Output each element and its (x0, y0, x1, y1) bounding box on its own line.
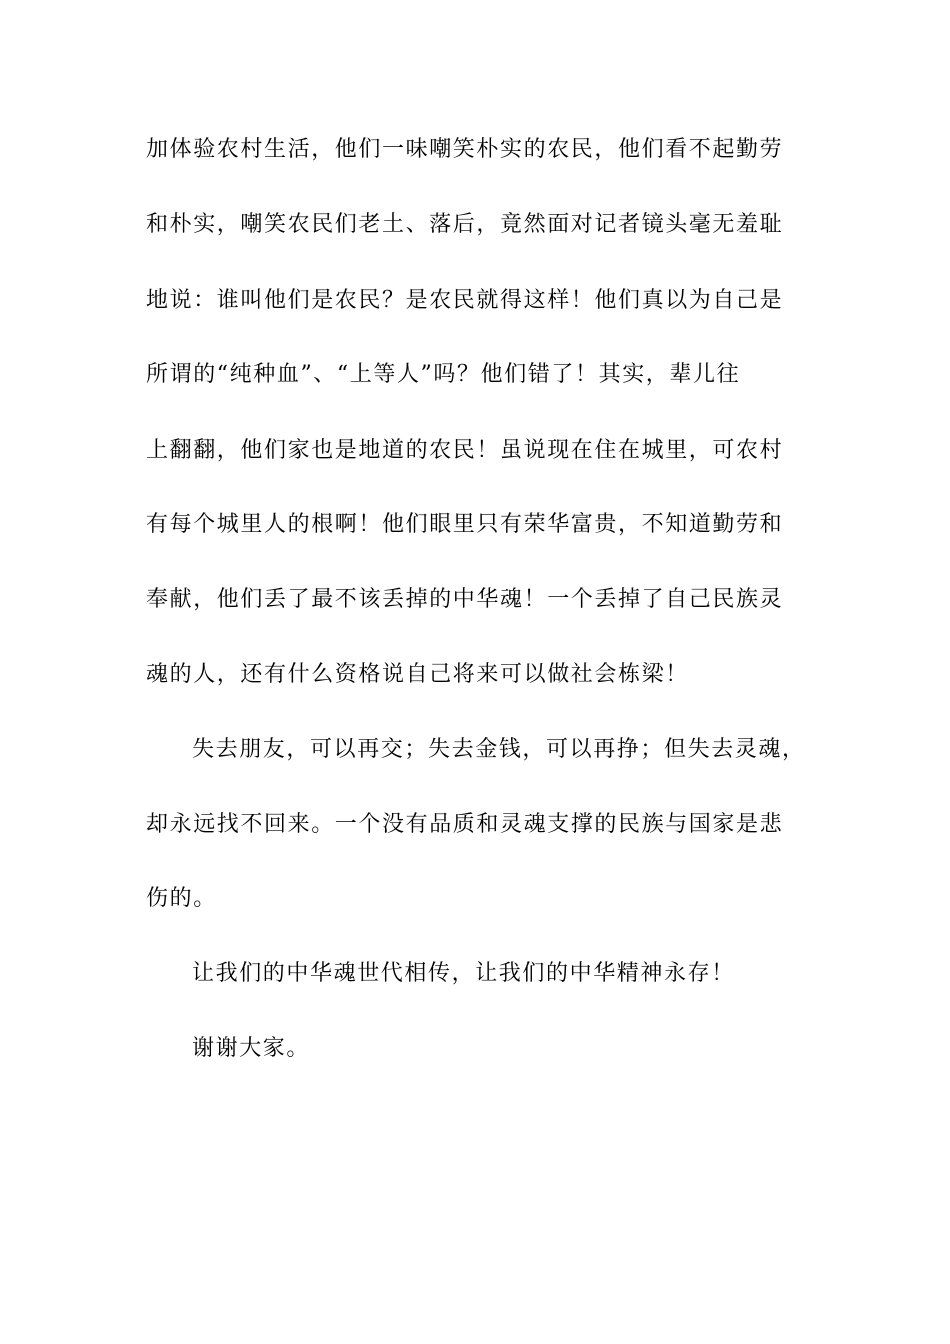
text-line: 奉献，他们丢了最不该丢掉的中华魂！一个丢掉了自己民族灵 (146, 587, 784, 612)
text-line: 上翻翻，他们家也是地道的农民！虽说现在住在城里，可农村 (146, 438, 784, 463)
text-line: 伤的。 (146, 886, 217, 911)
text-line: 和朴实，嘲笑农民们老土、落后，竟然面对记者镜头毫无羞耻 (146, 212, 784, 237)
text-line: 加体验农村生活，他们一味嘲笑朴实的农民，他们看不起勤劳 (146, 137, 784, 162)
text-line: 让我们的中华魂世代相传，让我们的中华精神永存！ (192, 961, 735, 986)
text-line: 地说：谁叫他们是农民？是农民就得这样！他们真以为自己是 (146, 288, 784, 313)
text-line: 魂的人，还有什么资格说自己将来可以做社会栋梁！ (146, 662, 689, 687)
text-line: 失去朋友，可以再交；失去金钱，可以再挣；但失去灵魂， (192, 737, 806, 762)
text-line: 有每个城里人的根啊！他们眼里只有荣华富贵，不知道勤劳和 (146, 512, 784, 537)
text-line: 却永远找不回来。一个没有品质和灵魂支撑的民族与国家是悲 (146, 812, 784, 837)
text-line: 谢谢大家。 (192, 1036, 311, 1061)
text-line: 所谓的“纯种血”、“上等人”吗？他们错了！其实，辈儿往 (146, 362, 741, 387)
